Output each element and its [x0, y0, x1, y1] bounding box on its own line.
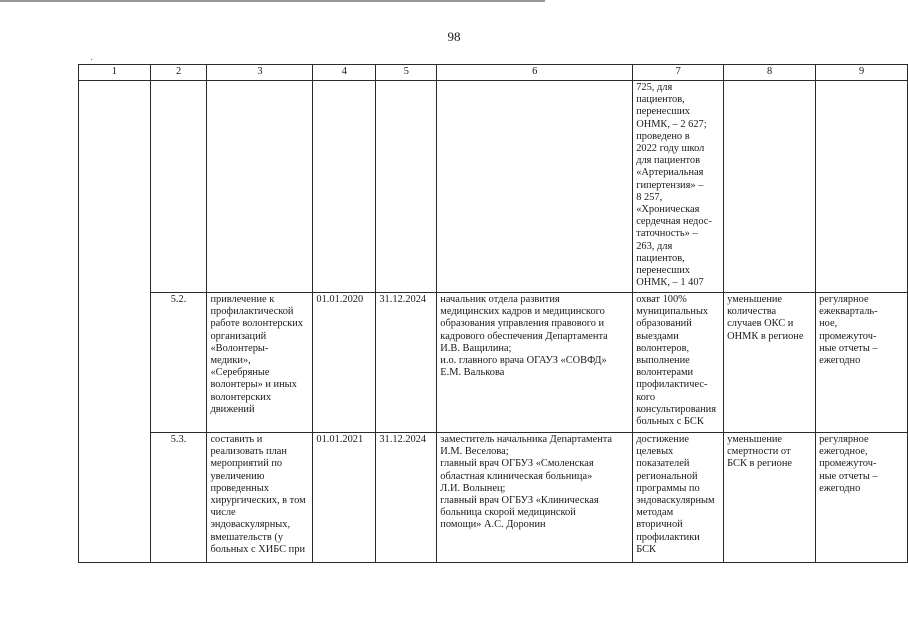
text-line: охват 100%	[636, 294, 687, 305]
end-date: 31.12.2024	[376, 433, 437, 563]
text-line: главный врач ОГБУЗ «Клиническая	[440, 495, 599, 507]
text-line: 2022 году школ	[636, 143, 705, 155]
scan-top-rule	[0, 0, 545, 2]
text-line: вмешательств (у	[210, 531, 284, 543]
text-line: волонтеры» и иных	[210, 379, 297, 391]
text-line: Л.И. Волынец;	[440, 482, 506, 494]
cell-empty	[437, 81, 633, 293]
text-line: уменьшение	[727, 434, 783, 445]
text-line: ежегодно	[819, 355, 861, 367]
text-line: движений	[210, 403, 255, 415]
text-line: ные отчеты –	[819, 470, 878, 482]
text-line: «Хроническая	[636, 204, 700, 216]
header-col-1: 1	[79, 65, 151, 81]
expected-result	[633, 433, 724, 563]
text-line: методам	[636, 507, 674, 519]
text-line: 725, для	[636, 82, 673, 93]
text-line: организаций	[210, 330, 267, 342]
text-line: вторичной	[636, 519, 683, 531]
text-line: И.М. Веселова;	[440, 446, 509, 458]
cell-empty	[724, 81, 816, 293]
text-line: выполнение	[636, 355, 690, 367]
text-line: перенесших	[636, 106, 690, 118]
text-line: составить и	[210, 434, 263, 445]
text-line: 263, для	[636, 240, 673, 252]
start-date: 01.01.2020	[313, 293, 376, 433]
text-line: больница скорой медицинской	[440, 507, 576, 519]
text-line: ежегодно	[819, 482, 861, 494]
header-col-5: 5	[376, 65, 437, 81]
text-line: БСК в регионе	[727, 458, 793, 470]
text-line: муниципальных	[636, 306, 709, 318]
text-line: областная клиническая больница»	[440, 470, 593, 482]
text-line: проведенных	[210, 482, 269, 494]
text-line: числе	[210, 507, 236, 519]
text-line: региональной	[636, 470, 698, 482]
header-col-4: 4	[313, 65, 376, 81]
text-line: И.В. Ващилина;	[440, 342, 512, 354]
end-date: 31.12.2024	[376, 293, 437, 433]
text-line: больных с ХИБС при	[210, 543, 305, 555]
text-line: гипертензия» –	[636, 179, 704, 191]
table-row-continued	[79, 81, 908, 293]
text-line: показателей	[636, 458, 690, 470]
text-line: мероприятий по	[210, 458, 283, 470]
start-date: 01.01.2021	[313, 433, 376, 563]
text-line: образований	[636, 318, 692, 330]
text-line: увеличению	[210, 470, 265, 482]
text-line: волонтеров,	[636, 342, 690, 354]
cell-empty	[313, 81, 376, 293]
text-line: ежегодное,	[819, 446, 868, 458]
text-line: регулярное	[819, 294, 869, 305]
header-col-8: 8	[724, 65, 816, 81]
header-col-9: 9	[816, 65, 908, 81]
text-line: 8 257,	[636, 191, 663, 203]
cell-empty	[150, 81, 207, 293]
text-line: промежуточ-	[819, 458, 877, 470]
header-col-6: 6	[437, 65, 633, 81]
text-line: ОНМК в регионе	[727, 330, 804, 342]
expected-result	[633, 293, 724, 433]
text-line: волонтерами	[636, 367, 694, 379]
text-line: целевых	[636, 446, 674, 458]
text-line: ное,	[819, 318, 838, 330]
target-indicator	[724, 293, 816, 433]
text-line: промежуточ-	[819, 330, 877, 342]
text-line: Е.М. Валькова	[440, 367, 505, 379]
text-line: кого	[636, 391, 656, 403]
header-col-7: 7	[633, 65, 724, 81]
text-line: количества	[727, 306, 777, 318]
text-line: кадрового обеспечения Департамента	[440, 330, 608, 342]
text-line: эндоваскулярных,	[210, 519, 291, 531]
header-col-2: 2	[150, 65, 207, 81]
text-line: пациентов,	[636, 94, 685, 106]
target-indicator	[724, 433, 816, 563]
text-line: эндоваскулярным	[636, 495, 715, 507]
text-line: хирургических, в том	[210, 495, 306, 507]
text-line: волонтерских	[210, 391, 272, 403]
text-line: реализовать план	[210, 446, 287, 458]
text-line: профилактики	[636, 531, 700, 543]
text-line: привлечение к	[210, 294, 275, 305]
cell-empty	[207, 81, 313, 293]
text-line: «Артериальная	[636, 167, 704, 179]
text-line: главный врач ОГБУЗ «Смоленская	[440, 458, 594, 470]
text-line: программы по	[636, 482, 700, 494]
text-line: заместитель начальника Департамента	[440, 434, 613, 445]
scan-speck: ·	[90, 55, 94, 66]
measure-text	[207, 433, 313, 563]
text-line: помощи» А.С. Доронин	[440, 519, 546, 531]
text-line: перенесших	[636, 265, 690, 277]
section-cell	[79, 81, 151, 563]
text-line: профилактической	[210, 306, 294, 318]
text-line: регулярное	[819, 434, 869, 445]
row-number: 5.3.	[150, 433, 207, 563]
table-row-5-3	[79, 433, 908, 563]
text-line: для пациентов	[636, 155, 701, 167]
text-line: сердечная недос-	[636, 216, 712, 228]
text-line: случаев ОКС и	[727, 318, 794, 330]
text-line: профилактичес-	[636, 379, 708, 391]
text-line: БСК	[636, 543, 656, 555]
text-line: уменьшение	[727, 294, 783, 305]
text-line: и.о. главного врача ОГАУЗ «СОВФД»	[440, 355, 607, 367]
text-line: ОНМК, – 2 627;	[636, 118, 707, 130]
text-line: работе волонтерских	[210, 318, 303, 330]
header-row	[79, 65, 908, 81]
text-line: медицинских кадров и медицинского	[440, 306, 605, 318]
text-line: смертности от	[727, 446, 791, 458]
reporting-frequency	[816, 293, 908, 433]
responsible-persons	[437, 433, 633, 563]
text-line: начальник отдела развития	[440, 294, 560, 305]
text-line: достижение	[636, 434, 690, 445]
cell-empty	[376, 81, 437, 293]
cell-empty	[816, 81, 908, 293]
text-line: образования управления правового и	[440, 318, 605, 330]
responsible-persons	[437, 293, 633, 433]
text-line: ежекварталь-	[819, 306, 878, 318]
measure-text	[207, 293, 313, 433]
text-line: ные отчеты –	[819, 342, 878, 354]
text-line: проведено в	[636, 130, 690, 142]
reporting-frequency	[816, 433, 908, 563]
text-line: «Волонтеры-	[210, 342, 269, 354]
table-row-5-2	[79, 293, 908, 433]
text-line: выездами	[636, 330, 679, 342]
text-line: больных с БСК	[636, 416, 704, 428]
row-number: 5.2.	[150, 293, 207, 433]
text-line: таточность» –	[636, 228, 698, 240]
text-line: ОНМК, – 1 407	[636, 277, 704, 289]
continued-result-cell	[633, 81, 724, 293]
text-line: «Серебряные	[210, 367, 270, 379]
page-number: 98	[447, 29, 461, 44]
measures-table	[78, 64, 908, 563]
text-line: консультирования	[636, 403, 716, 415]
text-line: пациентов,	[636, 252, 685, 264]
text-line: медики»,	[210, 355, 251, 367]
header-col-3: 3	[207, 65, 313, 81]
